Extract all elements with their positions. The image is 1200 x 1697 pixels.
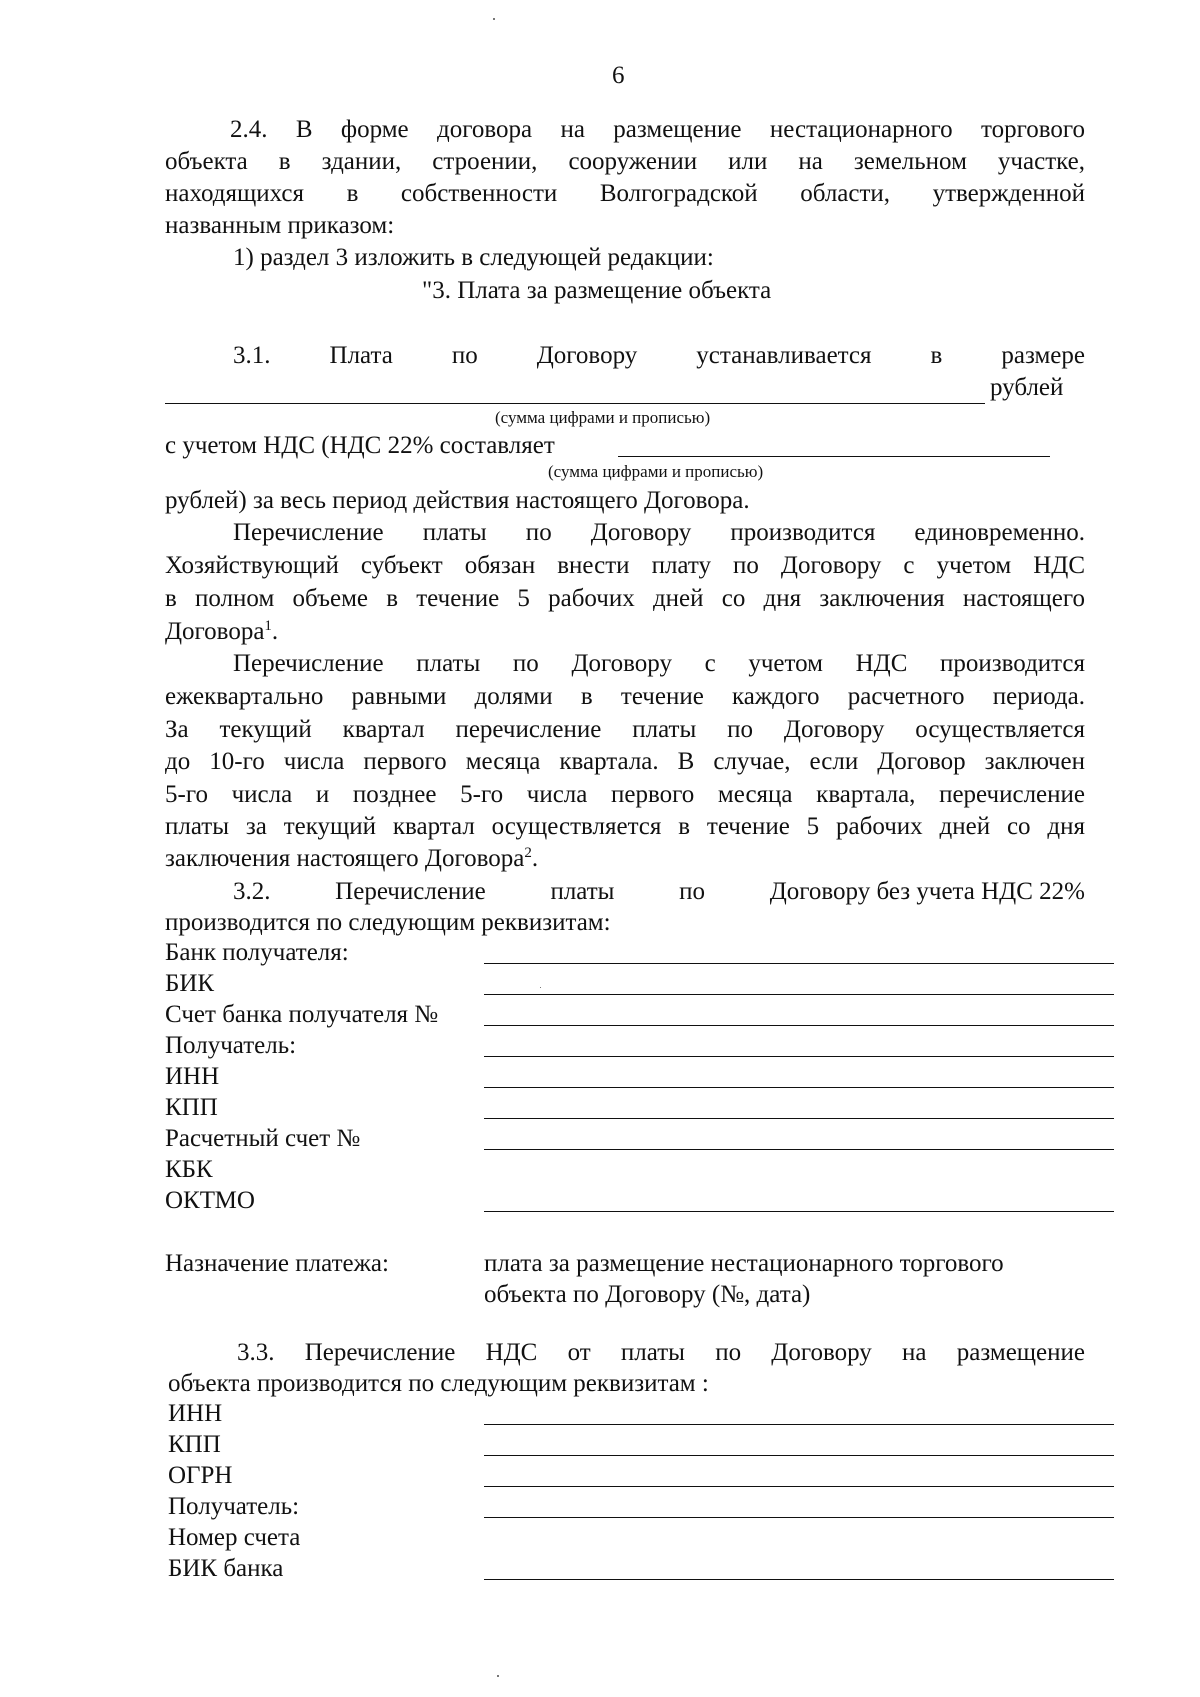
vat-field-label-inn: ИНН [168,1400,223,1427]
vat-sum-hint: (сумма цифрами и прописью) [548,462,764,481]
para-3-1-line-1 [233,340,1085,372]
word: Договору [536,342,638,369]
field-label-kbk: КБК [165,1156,213,1183]
vat-field-label-bik: БИК банка [168,1555,284,1582]
lump-line-4 [165,616,278,648]
field-line-kpp [484,1118,1114,1119]
word: платы [550,878,615,905]
quarterly-line-2: ежеквартально равными долями в течение каждого расчетного периода. [165,683,1085,710]
purpose-line-1: плата за размещение нестационарного торгового [484,1250,1004,1277]
para-2-4-line-2: объекта в здании, строении, сооружении или на земельном участке, [165,148,1085,175]
vat-field-label-kpp: КПП [168,1431,221,1458]
period-line: рублей) за весь период действия настоящего Договора. [165,487,750,514]
word: Плата [329,342,393,369]
field-label-oktmo: ОКТМО [165,1187,255,1214]
quarterly-line-1: Перечисление платы по Договору с учетом НДС производится [233,650,1085,677]
word: по [679,878,706,905]
scan-speck [493,18,495,20]
purpose-line-2: объекта по Договору (№, дата) [484,1281,811,1308]
quarterly-line-7 [165,843,538,875]
word: устанавливается [696,342,872,369]
vat-field-line-inn [484,1424,1114,1425]
para-3-2-line-1 [233,876,1085,908]
vat-field-label-account: Номер счета [168,1524,301,1551]
para-2-4-line-1: 2.4. В форме договора на размещение нестационарного торгового [230,116,1085,143]
field-label-kpp: КПП [165,1094,218,1121]
word: 3.2. [233,878,271,905]
word: Перечисление [335,878,486,905]
lump-last-text: Договора [165,618,265,645]
field-label-bank: Банк получателя: [165,939,349,966]
field-label-recipient: Получатель: [165,1032,297,1059]
vat-field-line-kpp [484,1455,1114,1456]
field-label-inn: ИНН [165,1063,220,1090]
purpose-label: Назначение платежа: [165,1250,389,1277]
vat-field-line-recipient [484,1517,1114,1518]
para-2-4-line-4: названным приказом: [165,212,395,239]
lump-line-1: Перечисление платы по Договору производится единовременно. [233,519,1085,546]
sum-blank-line [165,403,985,404]
footnote-2: 2 [524,845,532,861]
quarterly-last-end: . [531,845,539,872]
vat-field-line-bik [484,1579,1114,1580]
vat-line: с учетом НДС (НДС 22% составляет [165,432,555,459]
page-number: 6 [612,62,625,89]
vat-field-label-ogrn: ОГРН [168,1462,233,1489]
word: Договору без учета НДС 22% [769,878,1085,905]
lump-line-3: в полном объеме в течение 5 рабочих дней со дня заключения настоящего [165,585,1085,612]
para-2-4-line-3: находящихся в собственности Волгоградской области, утвержденной [165,180,1085,207]
quarterly-line-3: За текущий квартал перечисление платы по Договору осуществляется [165,716,1085,743]
footnote-1: 1 [264,618,272,634]
field-line-oktmo [484,1211,1114,1212]
section-3-title: "3. Плата за размещение объекта [422,277,772,304]
para-3-3-line-1: 3.3. Перечисление НДС от платы по Договору на размещение [237,1339,1085,1366]
quarterly-line-4: до 10-го числа первого месяца квартала. В случае, если Договор заключен [165,748,1085,775]
para-3-3-line-2: объекта производится по следующим реквизитам : [168,1370,709,1397]
field-line-bank-account [484,1025,1114,1026]
vat-field-label-recipient: Получатель: [168,1493,300,1520]
word: в [930,342,943,369]
field-label-bank-account: Счет банка получателя № [165,1001,439,1028]
word: 3.1. [233,342,271,369]
word: размере [1001,342,1085,369]
scan-speck [540,987,541,988]
quarterly-line-5: 5-го числа и позднее 5-го числа первого месяца квартала, перечисление [165,781,1085,808]
vat-field-line-ogrn [484,1486,1114,1487]
sum-hint: (сумма цифрами и прописью) [495,408,711,427]
field-line-inn [484,1087,1114,1088]
vat-blank-line [618,456,1050,457]
quarterly-line-6: платы за текущий квартал осуществляется в течение 5 рабочих дней со дня [165,813,1085,840]
lump-last-end: . [271,618,279,645]
lump-line-2: Хозяйствующий субъект обязан внести плату по Договору с учетом НДС [165,552,1085,579]
field-line-recipient [484,1056,1114,1057]
rubles-label: рублей [990,374,1064,401]
field-line-settlement-account [484,1149,1114,1150]
field-label-bik: БИК [165,970,215,997]
para-3-2-line-2: производится по следующим реквизитам: [165,909,611,936]
word: по [451,342,478,369]
quarterly-last-text: заключения настоящего Договора [165,845,525,872]
item-1: 1) раздел 3 изложить в следующей редакции: [233,244,714,271]
field-line-bik [484,994,1114,995]
field-label-settlement-account: Расчетный счет № [165,1125,361,1152]
scan-speck [497,1675,499,1677]
field-line-bank [484,963,1114,964]
